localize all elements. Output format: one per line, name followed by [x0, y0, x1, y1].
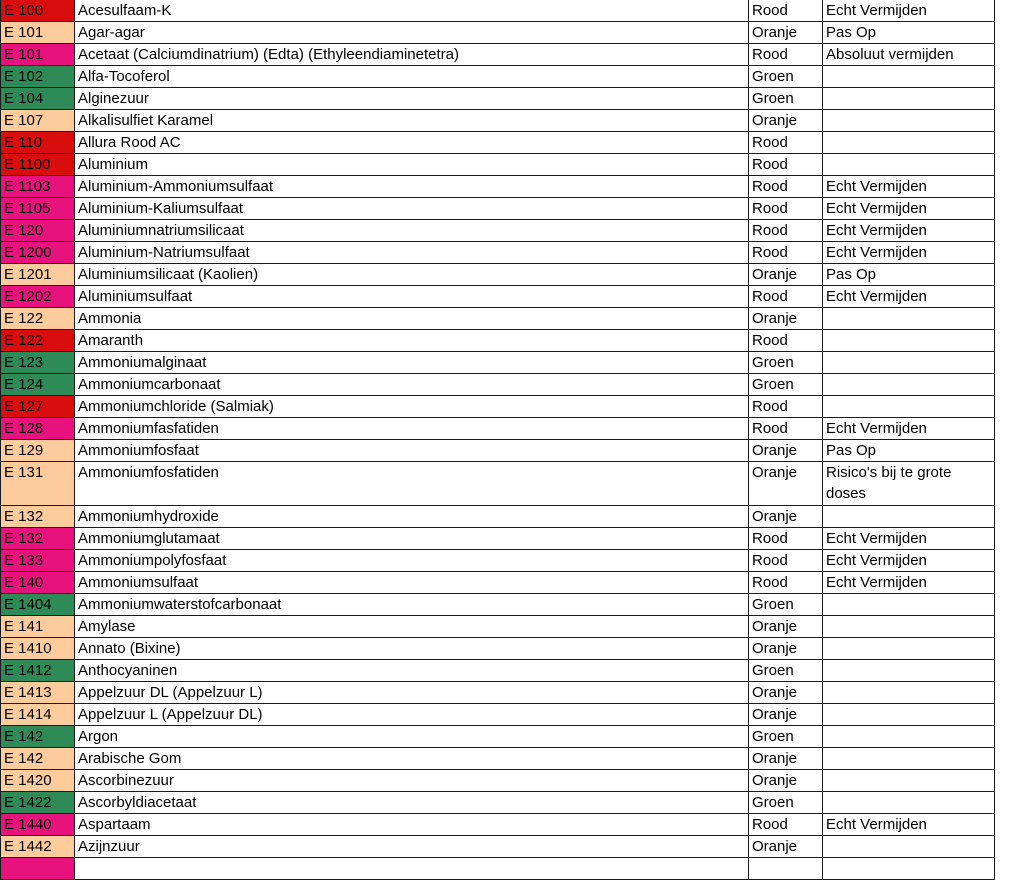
additive-name-cell[interactable]: Ascorbyldiacetaat — [75, 792, 749, 814]
e-number-cell[interactable]: E 141 — [1, 616, 75, 638]
advice-cell[interactable] — [823, 770, 995, 792]
additive-name-cell[interactable]: Ammoniumalginaat — [75, 352, 749, 374]
e-number-cell[interactable]: E 104 — [1, 88, 75, 110]
e-number-cell[interactable]: E 120 — [1, 220, 75, 242]
table-row — [1, 638, 995, 660]
advice-cell[interactable] — [823, 374, 995, 396]
color-category-cell[interactable]: Rood — [749, 0, 823, 22]
advice-cell[interactable]: Echt Vermijden — [823, 418, 995, 440]
advice-cell[interactable] — [823, 110, 995, 132]
additive-name-cell[interactable]: Aspartaam — [75, 814, 749, 836]
e-number-cell[interactable]: E 132 — [1, 506, 75, 528]
color-category-cell[interactable]: Rood — [749, 176, 823, 198]
e-number-cell[interactable]: E 1442 — [1, 836, 75, 858]
e-number-cell[interactable]: E 123 — [1, 352, 75, 374]
additive-name-cell[interactable]: Agar-agar — [75, 22, 749, 44]
additive-name-cell[interactable]: Ammoniumfosfaat — [75, 440, 749, 462]
advice-cell[interactable]: Echt Vermijden — [823, 220, 995, 242]
color-category-cell[interactable]: Rood — [749, 528, 823, 550]
advice-cell[interactable]: Echt Vermijden — [823, 572, 995, 594]
advice-cell[interactable]: Absoluut vermijden — [823, 44, 995, 66]
e-number-cell[interactable]: E 140 — [1, 572, 75, 594]
additive-name-cell[interactable]: Ammonia — [75, 308, 749, 330]
e-number-cell[interactable]: E 132 — [1, 528, 75, 550]
table-row — [1, 66, 995, 88]
table-row — [1, 242, 995, 264]
e-number-cell[interactable]: E 124 — [1, 374, 75, 396]
advice-cell[interactable]: Pas Op — [823, 440, 995, 462]
e-number-cell[interactable]: E 110 — [1, 132, 75, 154]
table-row — [1, 352, 995, 374]
table-row — [1, 0, 995, 22]
e-number-cell[interactable]: E 1420 — [1, 770, 75, 792]
color-category-cell[interactable]: Oranje — [749, 616, 823, 638]
advice-cell[interactable]: Echt Vermijden — [823, 0, 995, 22]
color-category-cell[interactable]: Oranje — [749, 22, 823, 44]
color-category-cell[interactable]: Rood — [749, 198, 823, 220]
table-row — [1, 836, 995, 858]
advice-cell[interactable] — [823, 506, 995, 528]
additive-name-cell[interactable]: Ascorbinezuur — [75, 770, 749, 792]
additive-name-cell[interactable]: Azijnzuur — [75, 836, 749, 858]
color-category-cell[interactable]: Rood — [749, 814, 823, 836]
color-category-cell[interactable]: Oranje — [749, 506, 823, 528]
additive-name-cell[interactable]: Aluminiumsilicaat (Kaolien) — [75, 264, 749, 286]
additive-name-cell[interactable]: Ammoniumcarbonaat — [75, 374, 749, 396]
advice-cell[interactable] — [823, 726, 995, 748]
e-number-cell[interactable]: E 107 — [1, 110, 75, 132]
e-number-cell[interactable]: E 1100 — [1, 154, 75, 176]
e-number-cell[interactable]: E 1202 — [1, 286, 75, 308]
e-number-cell[interactable]: E 1440 — [1, 814, 75, 836]
additive-name-cell[interactable]: Annato (Bixine) — [75, 638, 749, 660]
additive-name-cell[interactable]: Alkalisulfiet Karamel — [75, 110, 749, 132]
additive-name-cell[interactable]: Aluminiumsulfaat — [75, 286, 749, 308]
table-row — [1, 660, 995, 682]
color-category-cell[interactable]: Oranje — [749, 704, 823, 726]
table-row — [1, 418, 995, 440]
table-row — [1, 110, 995, 132]
e-number-cell[interactable]: E 133 — [1, 550, 75, 572]
additive-name-cell[interactable]: Ammoniumsulfaat — [75, 572, 749, 594]
advice-cell[interactable] — [823, 352, 995, 374]
additive-name-cell[interactable]: Alfa-Tocoferol — [75, 66, 749, 88]
table-row — [1, 682, 995, 704]
color-category-cell[interactable]: Rood — [749, 132, 823, 154]
advice-cell[interactable]: Pas Op — [823, 22, 995, 44]
table-row — [1, 506, 995, 528]
table-row — [1, 726, 995, 748]
e-number-cell[interactable]: E 1105 — [1, 198, 75, 220]
color-category-cell[interactable]: Rood — [749, 550, 823, 572]
advice-cell[interactable] — [823, 858, 995, 880]
color-category-cell[interactable]: Groen — [749, 726, 823, 748]
table-row — [1, 286, 995, 308]
additive-name-cell[interactable] — [75, 858, 749, 880]
color-category-cell[interactable]: Oranje — [749, 836, 823, 858]
advice-cell[interactable] — [823, 396, 995, 418]
table-row — [1, 308, 995, 330]
table-row — [1, 792, 995, 814]
advice-cell[interactable] — [823, 66, 995, 88]
advice-cell[interactable] — [823, 836, 995, 858]
additive-name-cell[interactable]: Acetaat (Calciumdinatrium) (Edta) (Ethyleendiaminetetra) — [75, 44, 749, 66]
color-category-cell[interactable]: Groen — [749, 374, 823, 396]
table-row — [1, 198, 995, 220]
table-row — [1, 440, 995, 462]
table-row — [1, 330, 995, 352]
color-category-cell[interactable]: Rood — [749, 418, 823, 440]
e-number-cell[interactable]: E 102 — [1, 66, 75, 88]
table-row — [1, 132, 995, 154]
advice-cell[interactable] — [823, 792, 995, 814]
table-row — [1, 616, 995, 638]
color-category-cell[interactable]: Oranje — [749, 462, 823, 506]
color-category-cell[interactable]: Rood — [749, 154, 823, 176]
e-number-cell[interactable] — [1, 858, 75, 880]
e-number-cell[interactable]: E 131 — [1, 462, 75, 506]
table-row — [1, 462, 995, 506]
color-category-cell[interactable]: Rood — [749, 330, 823, 352]
table-row — [1, 572, 995, 594]
e-number-cell[interactable]: E 129 — [1, 440, 75, 462]
advice-cell[interactable] — [823, 660, 995, 682]
color-category-cell[interactable]: Groen — [749, 88, 823, 110]
additive-name-cell[interactable]: Ammoniumfasfatiden — [75, 418, 749, 440]
additive-name-cell[interactable]: Ammoniumpolyfosfaat — [75, 550, 749, 572]
advice-cell[interactable]: Echt Vermijden — [823, 242, 995, 264]
table-row — [1, 748, 995, 770]
additive-name-cell[interactable]: Ammoniumglutamaat — [75, 528, 749, 550]
advice-cell[interactable] — [823, 308, 995, 330]
table-row — [1, 594, 995, 616]
color-category-cell[interactable]: Oranje — [749, 308, 823, 330]
color-category-cell[interactable]: Groen — [749, 66, 823, 88]
advice-cell[interactable] — [823, 330, 995, 352]
table-row — [1, 374, 995, 396]
e-number-cell[interactable]: E 122 — [1, 308, 75, 330]
color-category-cell[interactable]: Oranje — [749, 770, 823, 792]
additive-name-cell[interactable]: Appelzuur L (Appelzuur DL) — [75, 704, 749, 726]
advice-cell[interactable]: Risico's bij te grote doses — [823, 462, 995, 506]
table-row — [1, 550, 995, 572]
advice-cell[interactable] — [823, 594, 995, 616]
e-number-cell[interactable]: E 142 — [1, 726, 75, 748]
color-category-cell[interactable]: Groen — [749, 594, 823, 616]
advice-cell[interactable] — [823, 638, 995, 660]
additive-name-cell[interactable]: Amaranth — [75, 330, 749, 352]
e-number-cell[interactable]: E 1103 — [1, 176, 75, 198]
table-row — [1, 88, 995, 110]
e-number-cell[interactable]: E 1422 — [1, 792, 75, 814]
additive-name-cell[interactable]: Ammoniumchloride (Salmiak) — [75, 396, 749, 418]
advice-cell[interactable]: Echt Vermijden — [823, 814, 995, 836]
e-number-cell[interactable]: E 1412 — [1, 660, 75, 682]
additive-name-cell[interactable]: Argon — [75, 726, 749, 748]
additive-name-cell[interactable]: Alginezuur — [75, 88, 749, 110]
advice-cell[interactable]: Echt Vermijden — [823, 198, 995, 220]
e-number-cell[interactable]: E 100 — [1, 0, 75, 22]
additive-name-cell[interactable]: Aluminium — [75, 154, 749, 176]
advice-cell[interactable] — [823, 748, 995, 770]
additive-name-cell[interactable]: Amylase — [75, 616, 749, 638]
table-row — [1, 858, 995, 880]
additive-name-cell[interactable]: Appelzuur DL (Appelzuur L) — [75, 682, 749, 704]
table-body — [1, 0, 995, 880]
color-category-cell[interactable]: Rood — [749, 572, 823, 594]
advice-cell[interactable]: Echt Vermijden — [823, 176, 995, 198]
e-number-cell[interactable]: E 127 — [1, 396, 75, 418]
color-category-cell[interactable]: Rood — [749, 44, 823, 66]
advice-cell[interactable] — [823, 704, 995, 726]
color-category-cell[interactable]: Oranje — [749, 682, 823, 704]
table-row — [1, 814, 995, 836]
table-row — [1, 154, 995, 176]
table-row — [1, 770, 995, 792]
color-category-cell[interactable]: Rood — [749, 242, 823, 264]
additive-name-cell[interactable]: Acesulfaam-K — [75, 0, 749, 22]
additive-name-cell[interactable]: Allura Rood AC — [75, 132, 749, 154]
table-row — [1, 704, 995, 726]
color-category-cell[interactable]: Rood — [749, 220, 823, 242]
e-number-cell[interactable]: E 142 — [1, 748, 75, 770]
table-row — [1, 396, 995, 418]
e-number-cell[interactable]: E 101 — [1, 22, 75, 44]
table-row — [1, 44, 995, 66]
color-category-cell[interactable]: Oranje — [749, 748, 823, 770]
additive-name-cell[interactable]: Aluminium-Kaliumsulfaat — [75, 198, 749, 220]
advice-cell[interactable]: Echt Vermijden — [823, 550, 995, 572]
color-category-cell[interactable]: Groen — [749, 792, 823, 814]
additive-name-cell[interactable]: Arabische Gom — [75, 748, 749, 770]
additive-name-cell[interactable]: Aluminium-Natriumsulfaat — [75, 242, 749, 264]
color-category-cell[interactable]: Groen — [749, 352, 823, 374]
e-number-cell[interactable]: E 1404 — [1, 594, 75, 616]
e-number-cell[interactable]: E 1201 — [1, 264, 75, 286]
table-row — [1, 264, 995, 286]
additive-name-cell[interactable]: Aluminiumnatriumsilicaat — [75, 220, 749, 242]
additive-name-cell[interactable]: Ammoniumfosfatiden — [75, 462, 749, 506]
color-category-cell[interactable]: Oranje — [749, 638, 823, 660]
additive-name-cell[interactable]: Ammoniumhydroxide — [75, 506, 749, 528]
e-number-cell[interactable]: E 122 — [1, 330, 75, 352]
advice-cell[interactable] — [823, 616, 995, 638]
additive-name-cell[interactable]: Anthocyaninen — [75, 660, 749, 682]
advice-cell[interactable] — [823, 132, 995, 154]
advice-cell[interactable] — [823, 682, 995, 704]
color-category-cell[interactable]: Rood — [749, 286, 823, 308]
color-category-cell[interactable]: Oranje — [749, 110, 823, 132]
advice-cell[interactable]: Echt Vermijden — [823, 528, 995, 550]
e-number-cell[interactable]: E 1414 — [1, 704, 75, 726]
color-category-cell[interactable]: Rood — [749, 396, 823, 418]
advice-cell[interactable]: Pas Op — [823, 264, 995, 286]
table-row — [1, 176, 995, 198]
e-number-cell[interactable]: E 128 — [1, 418, 75, 440]
additive-name-cell[interactable]: Aluminium-Ammoniumsulfaat — [75, 176, 749, 198]
e-number-cell[interactable]: E 1413 — [1, 682, 75, 704]
color-category-cell[interactable]: Groen — [749, 660, 823, 682]
table-row — [1, 220, 995, 242]
advice-cell[interactable] — [823, 154, 995, 176]
e-number-cell[interactable]: E 1200 — [1, 242, 75, 264]
color-category-cell[interactable]: Oranje — [749, 440, 823, 462]
color-category-cell[interactable]: Oranje — [749, 264, 823, 286]
advice-cell[interactable] — [823, 88, 995, 110]
advice-cell[interactable]: Echt Vermijden — [823, 286, 995, 308]
color-category-cell[interactable] — [749, 858, 823, 880]
table-row — [1, 22, 995, 44]
e-number-cell[interactable]: E 1410 — [1, 638, 75, 660]
table-row — [1, 528, 995, 550]
additive-name-cell[interactable]: Ammoniumwaterstofcarbonaat — [75, 594, 749, 616]
e-number-cell[interactable]: E 101 — [1, 44, 75, 66]
